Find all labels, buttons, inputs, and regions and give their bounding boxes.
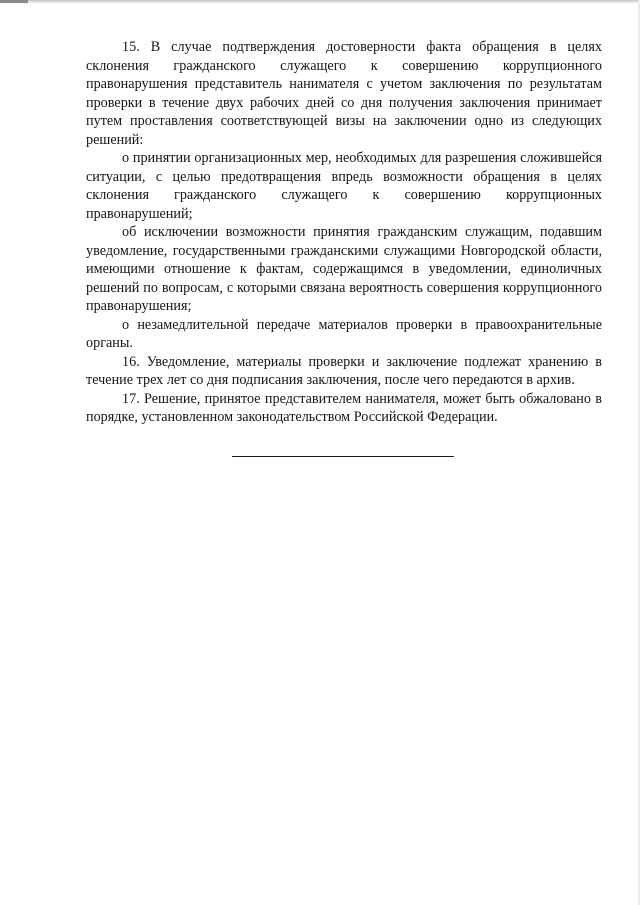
paragraph-17: 17. Решение, принятое представителем нанимателя, может быть обжаловано в порядке, установленном законодательством Российской Федерации. — [86, 390, 602, 425]
scan-corner-mark — [0, 0, 28, 3]
end-separator-line — [232, 456, 454, 457]
document-body — [86, 38, 602, 427]
decision-option-law-enforcement: о незамедлительной передаче материалов проверки в правоохранительные органы. — [86, 316, 602, 351]
decision-option-exclusion: об исключении возможности принятия гражданским служащим, подавшим уведомление, государственными гражданскими служащими Новгородской области, имеющими отношение к фактам, содержащимся в уведомлении, единоличных решений по вопросам, с которыми связана вероятность совершения коррупционного правонарушения; — [86, 224, 602, 314]
paragraph-15: 15. В случае подтверждения достоверности факта обращения в целях склонения гражданского служащего к совершению коррупционного правонарушения представитель нанимателя с учетом заключения по результатам проверки в течение двух рабочих дней со дня получения заключения принимает путем проставления соответствующей визы на заключении одно из следующих решений: — [86, 39, 602, 148]
paragraph-16: 16. Уведомление, материалы проверки и заключение подлежат хранению в течение трех лет со дня подписания заключения, после чего передаются в архив. — [86, 353, 602, 388]
scan-top-edge — [0, 0, 640, 4]
decision-option-organizational-measures: о принятии организационных мер, необходимых для разрешения сложившейся ситуации, с целью предотвращения впредь возможности обращения в целях склонения гражданского служащего к совершению коррупционных правонарушений; — [86, 150, 602, 222]
